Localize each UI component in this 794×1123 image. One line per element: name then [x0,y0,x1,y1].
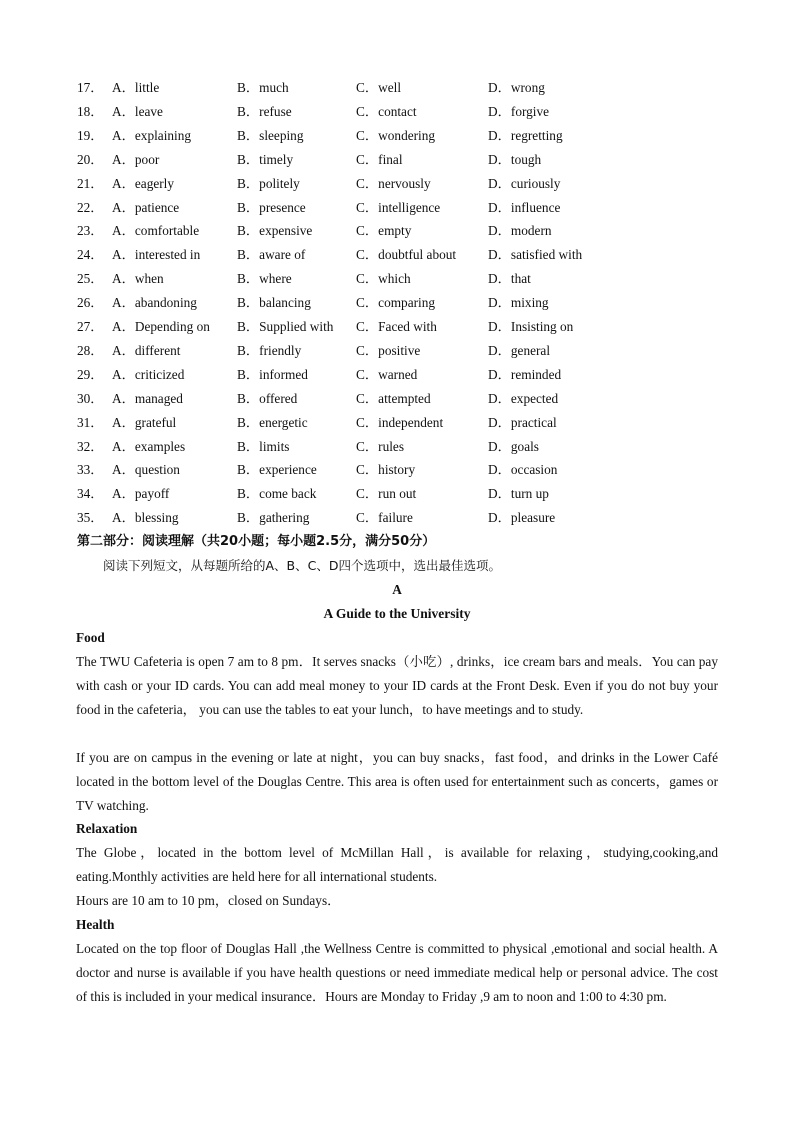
question-number: 28． [77,342,104,358]
option-a: A．different [112,342,181,358]
question-number: 22． [77,199,104,215]
relaxation-heading: Relaxation [76,821,138,836]
option-d: D．pleasure [488,510,556,526]
question-number: 17． [77,80,104,95]
question-number: 21． [77,175,104,191]
question-number: 27． [77,319,104,334]
question-row [0,220,794,242]
question-row [0,412,794,434]
question-number: 35． [77,510,104,526]
question-number: 34． [77,486,104,502]
question-row [0,340,794,362]
option-b: B．limits [237,438,290,454]
option-b: B．much [237,80,289,95]
option-b: B．balancing [237,295,311,311]
option-a: A．interested in [112,247,201,263]
option-a: A．leave [112,103,163,119]
option-d: D．curiously [488,175,561,191]
option-b: B．politely [237,175,300,191]
section-instructions: 阅读下列短文，从每题所给的A、B、C、D四个选项中，选出最佳选项。 [103,558,501,573]
health-heading: Health [76,917,115,932]
question-number: 33． [77,462,104,478]
option-d: D．expected [488,390,559,406]
option-d: D．Insisting on [488,319,574,334]
option-a: A．little [112,80,160,95]
option-d: D．wrong [488,80,545,95]
question-row [0,459,794,481]
option-b: B．Supplied with [237,319,334,334]
option-b: B．aware of [237,247,306,263]
question-number: 31． [77,414,104,430]
relaxation-paragraph-1: The Globe，located in the bottom level of McMillan Hall，is available for relaxing，studying,cooking,and eating.Monthly activities are held here for all international students. [76,845,718,884]
relaxation-paragraph-2: Hours are 10 am to 10 pm，closed on Sundays． [76,893,341,908]
option-b: B．offered [237,390,298,406]
option-a: A．blessing [112,510,179,526]
option-a: A．poor [112,151,160,167]
food-heading: Food [76,630,105,645]
question-row [0,244,794,266]
option-c: C．warned [356,366,418,382]
question-number: 30． [77,390,104,406]
question-row [0,436,794,458]
option-a: A．abandoning [112,295,197,311]
option-d: D．mixing [488,295,549,311]
option-c: C．which [356,271,411,287]
question-number: 20． [77,151,104,167]
question-number: 24． [77,247,104,263]
option-b: B．sleeping [237,127,304,143]
question-row [0,77,794,99]
option-a: A．question [112,462,180,478]
option-c: C．history [356,462,416,478]
option-c: C．attempted [356,390,431,406]
option-d: D．general [488,342,551,358]
option-c: C．empty [356,223,412,239]
option-a: A．Depending on [112,319,210,334]
option-a: A．grateful [112,414,177,430]
option-d: D．goals [488,438,539,454]
question-number: 29． [77,366,104,382]
question-number: 25． [77,271,104,287]
passage-title: A Guide to the University [323,606,471,621]
option-d: D．satisfied with [488,247,583,263]
question-number: 23． [77,223,104,239]
health-paragraph-1: Located on the top floor of Douglas Hall ,the Wellness Centre is committed to physical ,emotional and social health. A doctor and nurse is available if you have health questions or need immediate medical help or personal advice. The cost of this is included in your medical insurance．Hours are Monday to Friday ,9 am to noon and 1:00 to 4:30 pm. [76,941,718,1004]
passage-letter: A [392,582,402,597]
option-d: D．regretting [488,127,563,143]
question-row [0,125,794,147]
option-a: A．comfortable [112,223,200,239]
question-row [0,483,794,505]
option-d: D．modern [488,223,552,239]
option-b: B．where [237,271,292,287]
option-c: C．nervously [356,175,431,191]
option-a: A．patience [112,199,180,215]
option-b: B．experience [237,462,317,478]
section-title: 第二部分：阅读理解（共20小题；每小题2.5分，满分50分） [77,534,436,549]
option-c: C．doubtful about [356,247,457,263]
option-a: A．payoff [112,486,170,502]
option-c: C．contact [356,103,417,119]
question-row [0,507,794,529]
option-a: A．eagerly [112,175,175,191]
question-number: 32． [77,438,104,454]
question-row [0,173,794,195]
option-c: C．failure [356,510,413,526]
option-b: B．expensive [237,223,313,239]
question-row [0,149,794,171]
option-c: C．rules [356,438,405,454]
option-a: A．managed [112,390,183,406]
option-b: B．friendly [237,342,302,358]
option-b: B．presence [237,199,306,215]
option-b: B．timely [237,151,294,167]
option-d: D．turn up [488,486,549,502]
option-c: C．Faced with [356,319,437,334]
option-a: A．examples [112,438,186,454]
question-row [0,316,794,338]
question-number: 18． [77,103,104,119]
option-d: D．practical [488,414,557,430]
question-row [0,364,794,386]
question-number: 19． [77,127,104,143]
option-b: B．refuse [237,103,292,119]
question-row [0,388,794,410]
option-a: A．explaining [112,127,192,143]
question-row [0,101,794,123]
food-paragraph-1: The TWU Cafeteria is open 7 am to 8 pm．It serves snacks（小吃）, drinks，ice cream bars and meals．You can pay with cash or your ID cards. You can add meal money to your ID cards at the Front Desk. Even if you do not buy your food in the cafeteria， you can use the tables to eat your lunch，to have meetings and to study. [76,654,718,717]
option-c: C．well [356,80,402,95]
question-number: 26． [77,295,104,311]
option-d: D．influence [488,199,561,215]
question-row [0,197,794,219]
option-b: B．energetic [237,414,308,430]
option-c: C．wondering [356,127,436,143]
option-b: B．come back [237,486,317,502]
option-c: C．positive [356,342,421,358]
option-a: A．when [112,271,164,287]
option-c: C．independent [356,414,444,430]
option-c: C．final [356,151,403,167]
food-paragraph-2: If you are on campus in the evening or late at night，you can buy snacks，fast food，and drinks in the Lower Café located in the bottom level of the Douglas Centre. This area is often used for entertainment such as concerts，games or TV watching. [76,750,718,813]
question-row [0,268,794,290]
option-c: C．intelligence [356,199,441,215]
question-row [0,292,794,314]
option-c: C．comparing [356,295,436,311]
option-d: D．reminded [488,366,562,382]
option-c: C．run out [356,486,417,502]
option-d: D．occasion [488,462,558,478]
option-d: D．forgive [488,103,550,119]
option-b: B．gathering [237,510,310,526]
option-d: D．that [488,271,531,287]
option-d: D．tough [488,151,542,167]
option-b: B．informed [237,366,308,382]
option-a: A．criticized [112,366,185,382]
